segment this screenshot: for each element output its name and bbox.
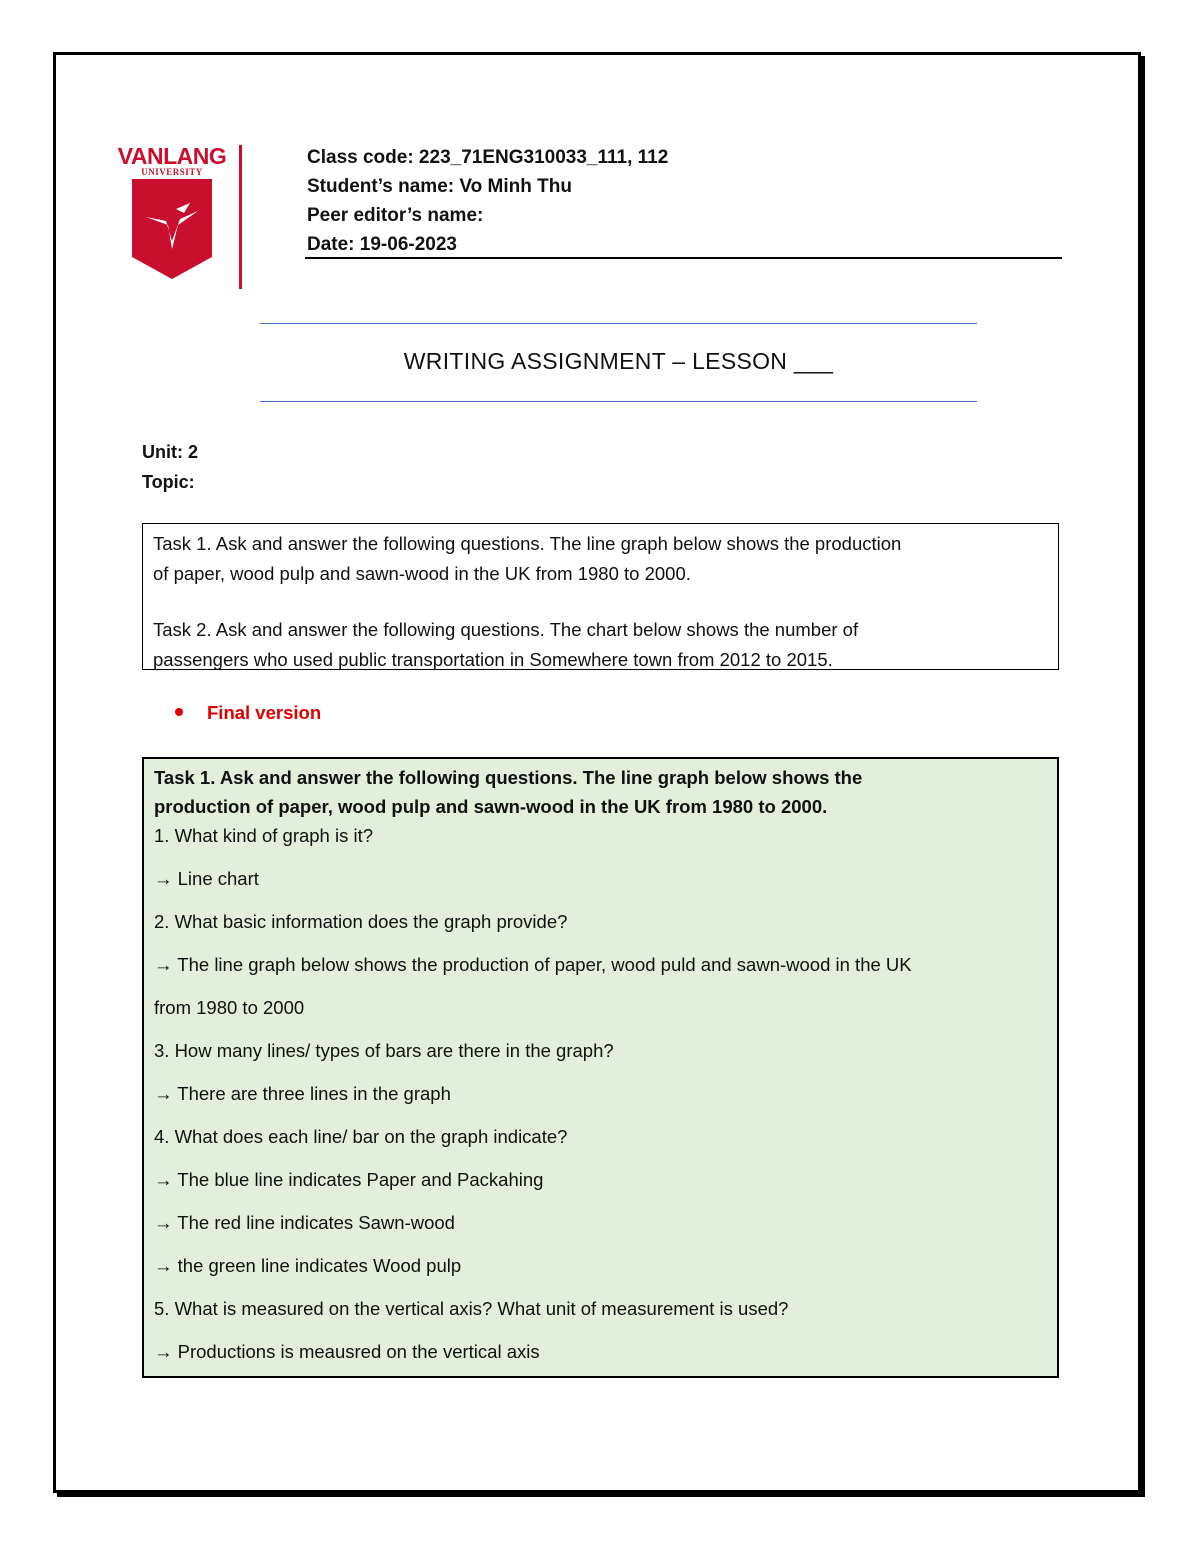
- topic-label: Topic:: [142, 472, 195, 492]
- answer-2-line1: → The line graph below shows the production of paper, wood puld and sawn-wood in the UK: [154, 954, 912, 975]
- answer-1: → Line chart: [154, 868, 259, 889]
- class-code: Class code: 223_71ENG310033_111, 112: [307, 147, 669, 168]
- task1-line2: of paper, wood pulp and sawn-wood in the UK from 1980 to 2000.: [153, 563, 691, 584]
- page-title: WRITING ASSIGNMENT – LESSON ___: [403, 348, 834, 374]
- answer-5: → Productions is meausred on the vertical axis: [154, 1341, 540, 1362]
- bullet-icon: [175, 708, 183, 716]
- question-5: 5. What is measured on the vertical axis? What unit of measurement is used?: [154, 1298, 789, 1319]
- question-4: 4. What does each line/ bar on the graph indicate?: [154, 1126, 568, 1147]
- title-rule-top: [260, 323, 977, 324]
- university-logo: [112, 143, 247, 291]
- final-version-heading: [175, 702, 321, 724]
- final-version-label: Final version: [207, 702, 322, 723]
- answer-2-line2: from 1980 to 2000: [154, 997, 305, 1018]
- logo-wordmark: VANLANG: [117, 143, 227, 169]
- question-3: 3. How many lines/ types of bars are there in the graph?: [154, 1040, 614, 1061]
- date: Date: 19-06-2023: [307, 234, 457, 255]
- header-info: [307, 143, 1062, 259]
- question-2: 2. What basic information does the graph provide?: [154, 911, 568, 932]
- logo-divider: [239, 145, 242, 289]
- answer-4-blue: → The blue line indicates Paper and Packahing: [154, 1169, 544, 1190]
- header-rule: [305, 257, 1062, 259]
- unit-label: Unit: 2: [142, 442, 198, 462]
- logo-subtitle: UNIVERSITY: [141, 167, 203, 177]
- answer-box: [142, 757, 1059, 1378]
- task-instructions-box: [142, 523, 1059, 670]
- task2-line2: passengers who used public transportation in Somewhere town from 2012 to 2015.: [153, 649, 833, 670]
- answer-task-heading-line1: Task 1. Ask and answer the following questions. The line graph below shows the: [154, 767, 863, 788]
- question-1: 1. What kind of graph is it?: [154, 825, 374, 846]
- peer-editor-name: Peer editor’s name:: [307, 205, 484, 226]
- answer-4-green: → the green line indicates Wood pulp: [154, 1255, 462, 1276]
- student-name: Student’s name: Vo Minh Thu: [307, 176, 572, 197]
- answer-3: → There are three lines in the graph: [154, 1083, 451, 1104]
- answer-task-heading-line2: production of paper, wood pulp and sawn-wood in the UK from 1980 to 2000.: [154, 796, 828, 817]
- task2-line1: Task 2. Ask and answer the following questions. The chart below shows the number of: [153, 619, 859, 640]
- shield-icon: [132, 179, 212, 279]
- task1-line1: Task 1. Ask and answer the following questions. The line graph below shows the production: [153, 533, 902, 554]
- answer-4-red: → The red line indicates Sawn-wood: [154, 1212, 455, 1233]
- title-rule-bottom: [260, 401, 977, 402]
